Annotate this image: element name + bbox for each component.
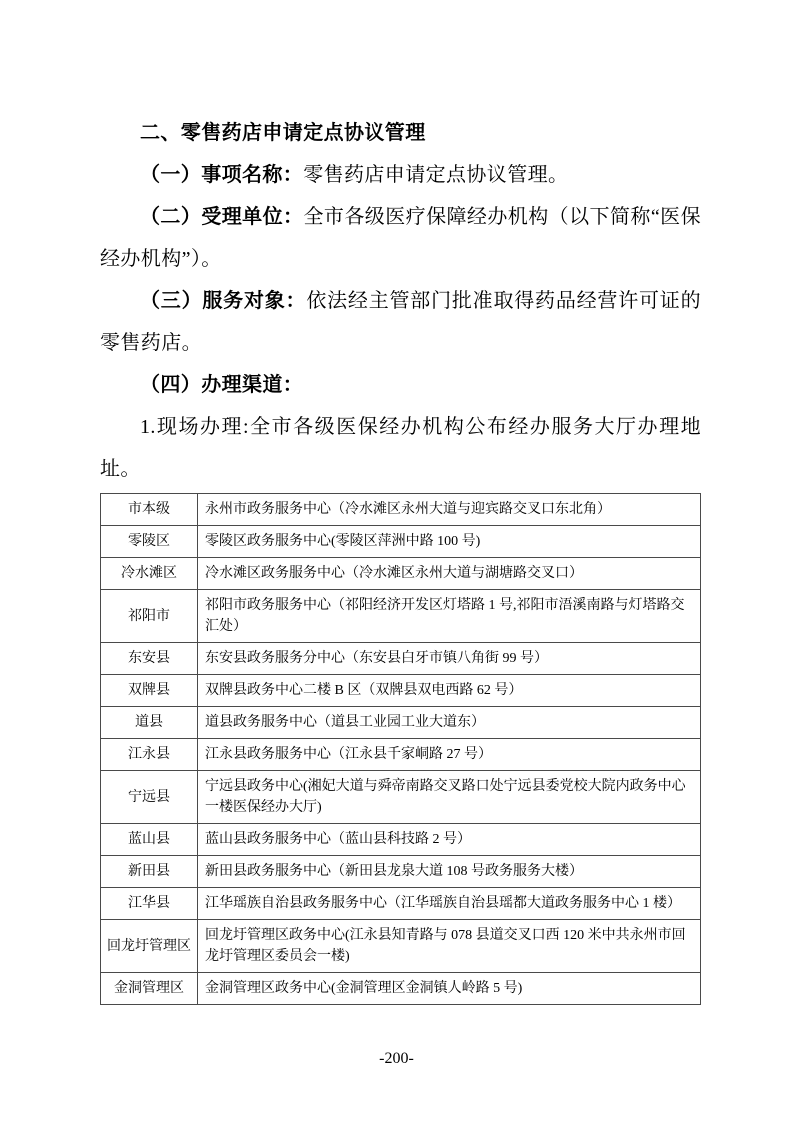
address-table [100,493,701,1005]
region-cell: 市本级 [101,494,198,526]
address-cell: 宁远县政务中心(湘妃大道与舜帝南路交叉路口处宁远县委党校大院内政务中心一楼医保经办大厅) [198,771,701,824]
address-cell: 祁阳市政务服务中心（祁阳经济开发区灯塔路 1 号,祁阳市浯溪南路与灯塔路交汇处） [198,590,701,643]
table-row [101,558,701,590]
section-accepting-unit [100,196,701,280]
region-cell: 蓝山县 [101,824,198,856]
table-row [101,643,701,675]
address-cell: 双牌县政务中心二楼 B 区（双牌县双电西路 62 号） [198,675,701,707]
region-cell: 双牌县 [101,675,198,707]
section-channels [100,364,701,406]
section-service-target [100,280,701,364]
address-cell: 道县政务服务中心（道县工业园工业大道东） [198,707,701,739]
section-item-name-label: （一）事项名称： [140,164,304,186]
address-cell: 江永县政务服务中心（江永县千家峒路 27 号） [198,739,701,771]
address-cell: 蓝山县政务服务中心（蓝山县科技路 2 号） [198,824,701,856]
region-cell: 江永县 [101,739,198,771]
table-row [101,494,701,526]
region-cell: 祁阳市 [101,590,198,643]
address-cell: 新田县政务服务中心（新田县龙泉大道 108 号政务服务大楼） [198,856,701,888]
region-cell: 江华县 [101,888,198,920]
region-cell: 冷水滩区 [101,558,198,590]
address-cell: 金洞管理区政务中心(金洞管理区金洞镇人岭路 5 号) [198,973,701,1005]
page-number: -200- [379,1050,414,1067]
section-channels-label: （四）办理渠道： [140,374,304,396]
doc-title: 二、零售药店申请定点协议管理 [140,122,426,144]
table-row [101,526,701,558]
section-accepting-unit-label: （二）受理单位： [140,206,304,228]
region-cell: 新田县 [101,856,198,888]
address-cell: 零陵区政务服务中心(零陵区萍洲中路 100 号) [198,526,701,558]
table-row [101,856,701,888]
address-table-body [101,494,701,1005]
address-cell: 冷水滩区政务服务中心（冷水滩区永州大道与湖塘路交叉口） [198,558,701,590]
table-row [101,739,701,771]
section-item-name-text: 零售药店申请定点协议管理。 [303,164,569,186]
address-cell: 江华瑶族自治县政务服务中心（江华瑶族自治县瑶都大道政务服务中心 1 楼） [198,888,701,920]
onsite-handling-line: 1.现场办理:全市各级医保经办机构公布经办服务大厅办理地址。 [100,416,701,480]
table-row [101,973,701,1005]
region-cell: 零陵区 [101,526,198,558]
table-row [101,888,701,920]
region-cell: 道县 [101,707,198,739]
section-accepting-unit-text: 全市各级医疗保障经办机构（以下简称“医保经办机构”）。 [100,206,701,270]
region-cell: 东安县 [101,643,198,675]
region-cell: 宁远县 [101,771,198,824]
table-row [101,590,701,643]
address-cell: 回龙圩管理区政务中心(江永县知青路与 078 县道交叉口西 120 米中共永州市回龙圩管理区委员会一楼) [198,920,701,973]
section-service-target-label: （三）服务对象： [140,290,307,312]
table-row [101,675,701,707]
section-item-name [100,154,701,196]
address-cell: 永州市政务服务中心（冷水滩区永州大道与迎宾路交叉口东北角） [198,494,701,526]
section-service-target-text: 依法经主管部门批准取得药品经营许可证的零售药店。 [100,290,701,354]
table-row [101,707,701,739]
table-row [101,824,701,856]
table-row [101,771,701,824]
region-cell: 回龙圩管理区 [101,920,198,973]
table-row [101,920,701,973]
address-cell: 东安县政务服务分中心（东安县白牙市镇八角街 99 号） [198,643,701,675]
region-cell: 金洞管理区 [101,973,198,1005]
